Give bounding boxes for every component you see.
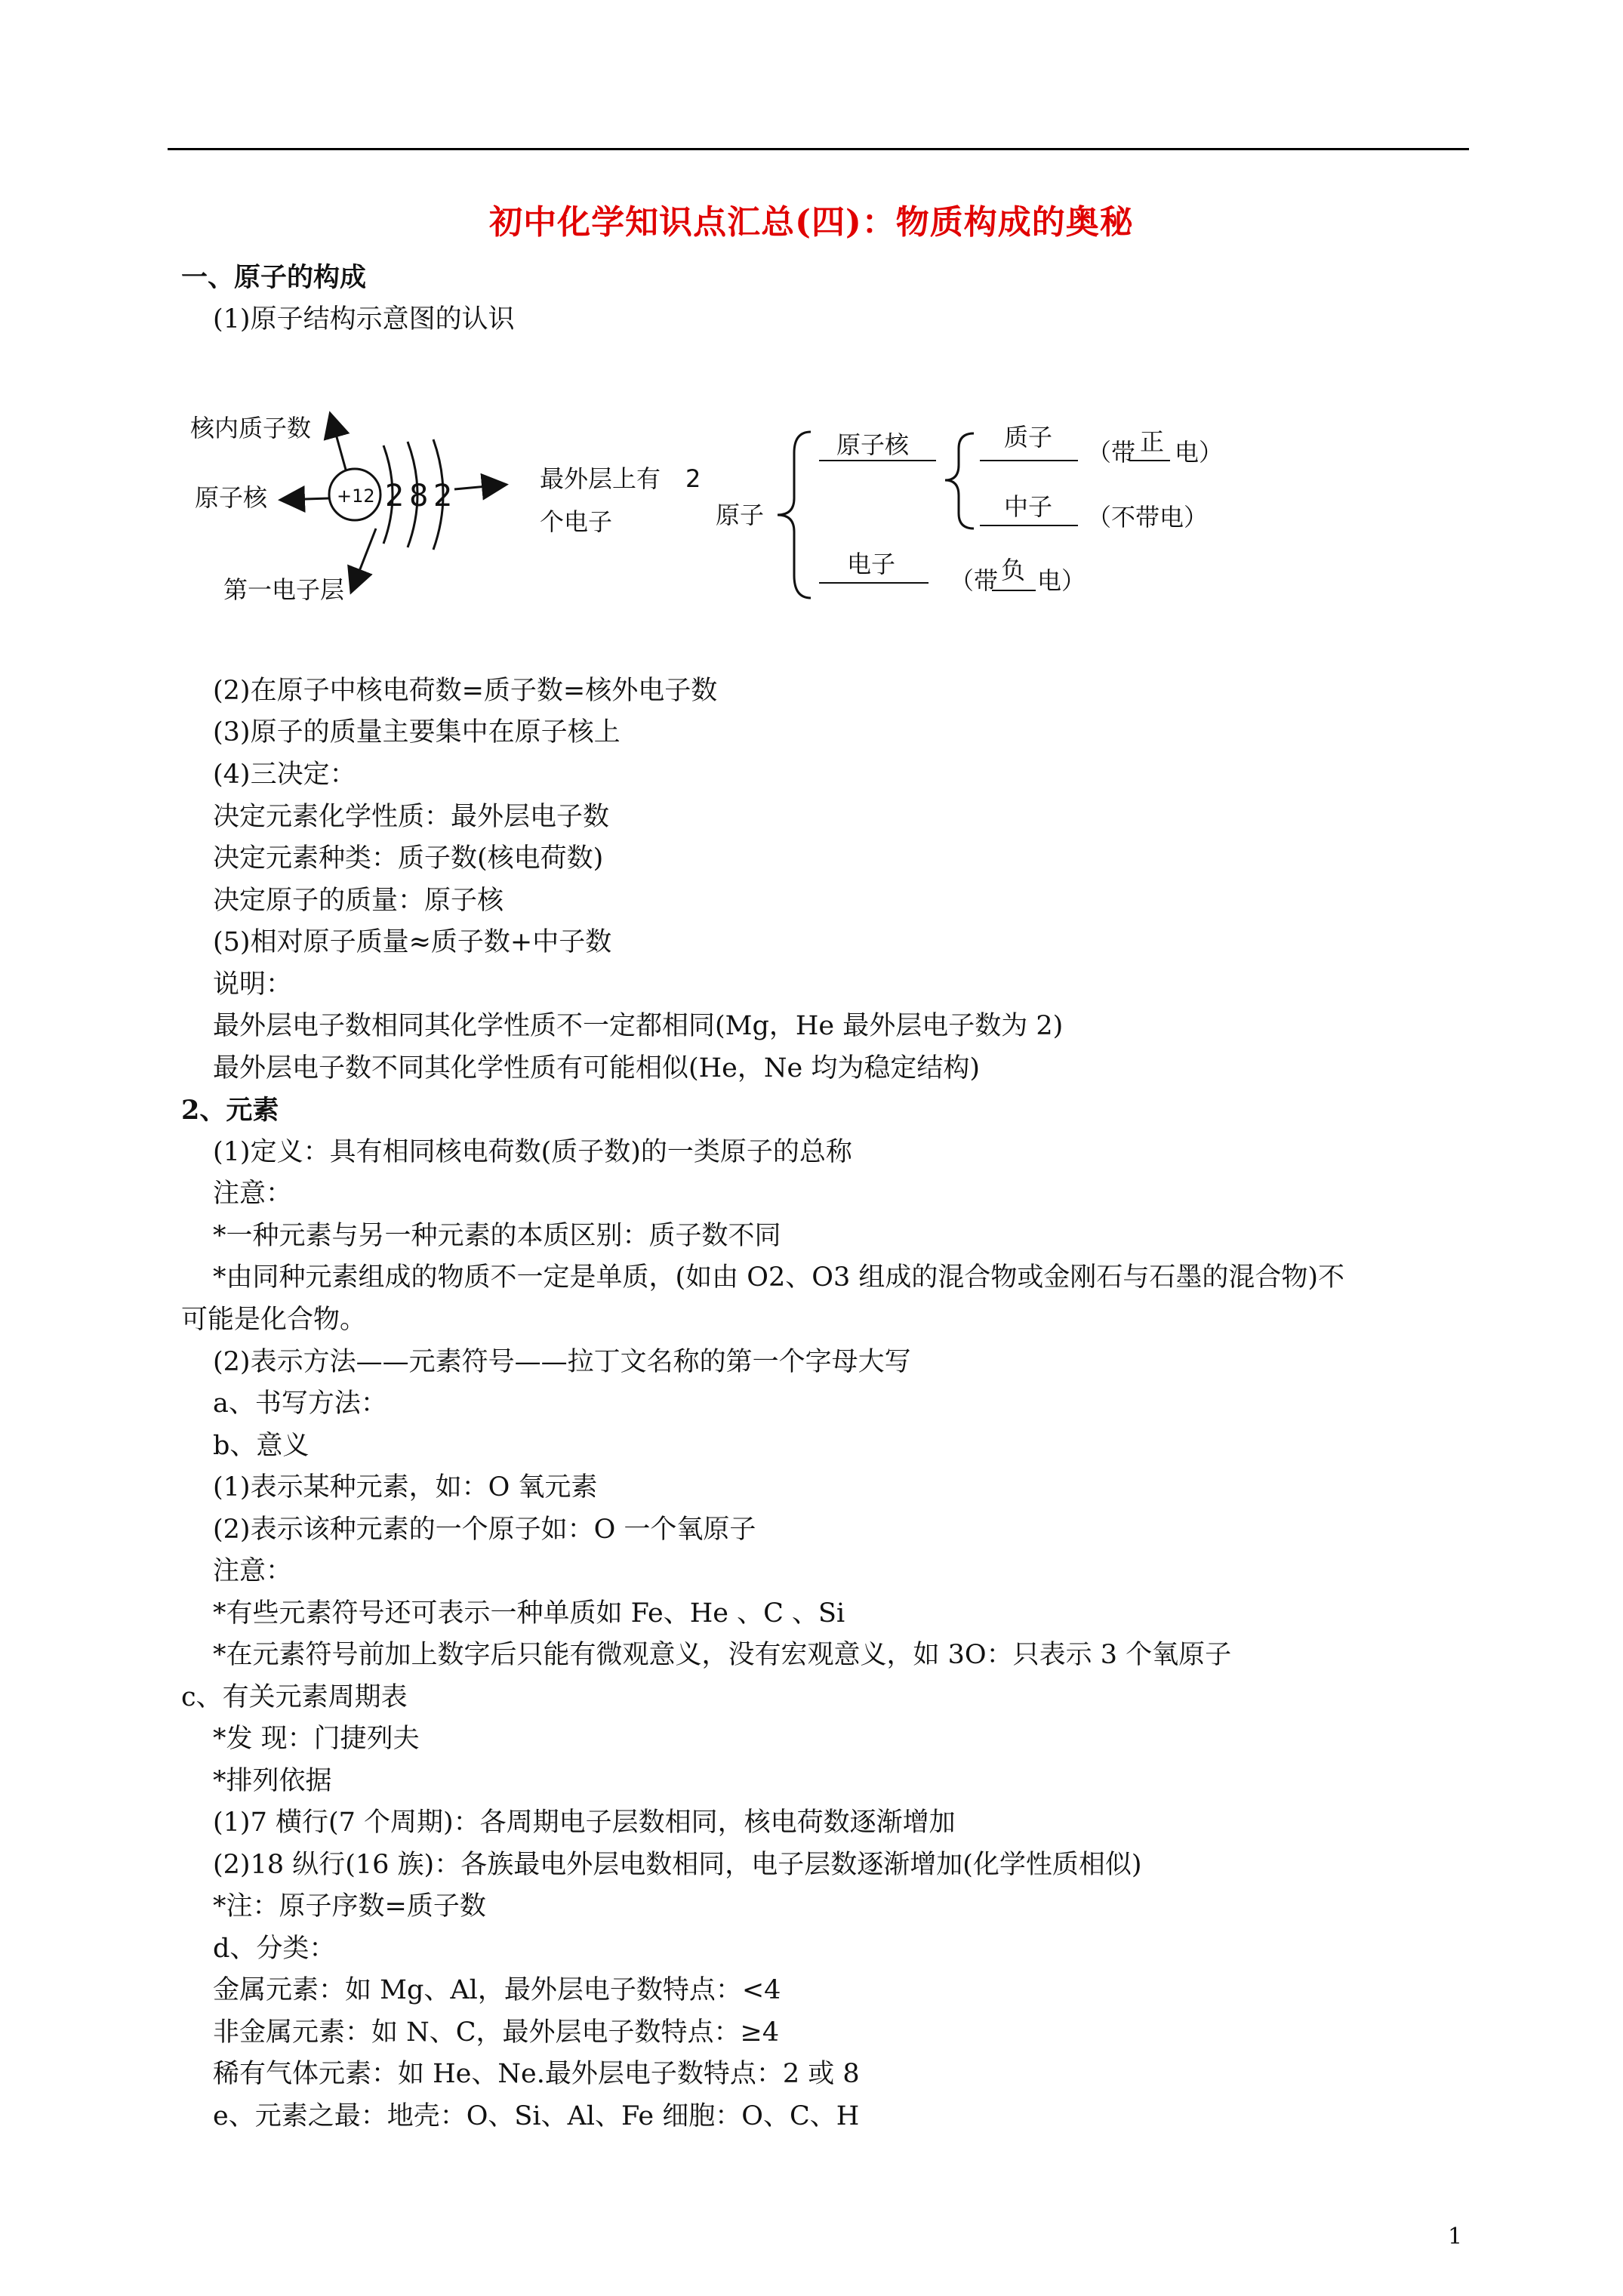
paragraph: (2)表示该种元素的一个原子如：O 一个氧原子 [213,1515,756,1545]
paragraph: e、元素之最：地壳：O、Si、Al、Fe 细胞：O、C、H [213,2101,860,2131]
paragraph: 非金属元素：如 N、C，最外层电子数特点：≥4 [213,2017,780,2048]
electron-charge-value: 负 [1001,556,1026,584]
electron-charge-suffix: 电） [1037,566,1086,595]
top-rule [168,148,1469,150]
paragraph: (2)18 纵行(16 族)：各族最电外层电数相同，电子层数逐渐增加(化学性质相似) [213,1850,1142,1880]
paragraph: c、有关元素周期表 [181,1682,408,1712]
arrow-to-shell-label [352,529,376,590]
label-proton-count: 核内质子数 [190,414,312,442]
paragraph: b、意义 [213,1431,310,1461]
shell-3-count: 2 [433,479,453,513]
electron-label: 电子 [847,550,896,578]
section-heading-atom: 一、原子的构成 [181,262,367,293]
paragraph: (2)在原子中核电荷数=质子数=核外电子数 [213,676,718,706]
paragraph: *由同种元素组成的物质不一定是单质，(如由 O2、O3 组成的混合物或金刚石与石墨的混合物)不 [213,1262,1344,1293]
page-title: 初中化学知识点汇总(四)：物质构成的奥秘 [489,203,1134,242]
paragraph: (5)相对原子质量≈质子数+中子数 [213,927,612,957]
nucleus-brace [945,433,974,529]
paragraph: d、分类： [213,1934,336,1964]
shell-2-count: 8 [409,479,429,513]
neutron-charge: （不带电） [1087,503,1209,532]
atom-structure-diagram [181,385,1268,627]
paragraph: *有些元素符号还可表示一种单质如 Fe、He 、C 、Si [213,1598,845,1629]
paragraph: 最外层电子数不同其化学性质有可能相似(He，Ne 均为稳定结构) [213,1053,981,1083]
paragraph: a、书写方法： [213,1388,387,1419]
neutron-label: 中子 [1004,492,1053,521]
outer-shell-text: 最外层上有 [540,464,661,493]
proton-charge-suffix: 电） [1175,438,1224,467]
electron-charge-prefix: （带 [950,566,999,595]
nucleus-label: 原子核 [836,430,910,459]
paragraph: 说明： [213,969,293,1000]
paragraph: 决定元素化学性质：最外层电子数 [213,802,610,832]
label-nucleus: 原子核 [195,483,268,512]
atom-label: 原子 [716,501,765,529]
proton-charge-prefix: （带 [1087,438,1136,467]
label-first-shell: 第一电子层 [223,575,345,604]
nucleus-charge: +12 [337,485,375,507]
paragraph: *一种元素与另一种元素的本质区别：质子数不同 [213,1221,781,1251]
paragraph: *在元素符号前加上数字后只能有微观意义，没有宏观意义，如 3O：只表示 3 个氧原子 [213,1640,1232,1670]
paragraph: *注：原子序数=质子数 [213,1891,486,1922]
paragraph: (1)定义：具有相同核电荷数(质子数)的一类原子的总称 [213,1137,852,1167]
paragraph: 可能是化合物。 [181,1305,367,1335]
outer-shell-value: 2 [685,464,701,493]
paragraph: (2)表示方法——元素符号——拉丁文名称的第一个字母大写 [213,1347,911,1377]
arrow-to-outer-shell [454,485,504,489]
paragraph: 注意： [213,1179,293,1209]
paragraph: *排列依据 [213,1766,332,1796]
proton-label: 质子 [1004,423,1053,451]
paragraph: 决定原子的质量：原子核 [213,886,504,916]
paragraph: 最外层电子数相同其化学性质不一定都相同(Mg，He 最外层电子数为 2) [213,1011,1064,1041]
paragraph: (3)原子的质量主要集中在原子核上 [213,717,621,747]
outer-shell-text-2: 个电子 [540,507,613,536]
paragraph: *发 现：门捷列夫 [213,1724,420,1754]
paragraph: 决定元素种类：质子数(核电荷数) [213,843,604,874]
paragraph: 金属元素：如 Mg、Al，最外层电子数特点：<4 [213,1975,781,2005]
shell-1-count: 2 [385,479,405,513]
paragraph: (1)表示某种元素，如：O 氧元素 [213,1472,598,1502]
arrow-to-proton-label [331,415,346,470]
paragraph: (1)原子结构示意图的认识 [213,304,515,334]
section-heading-element: 2、元素 [181,1095,279,1126]
page-number: 1 [1448,2224,1463,2250]
paragraph: (1)7 横行(7 个周期)：各周期电子层数相同，核电荷数逐渐增加 [213,1808,956,1838]
paragraph: (4)三决定： [213,760,356,790]
proton-charge-value: 正 [1140,427,1165,456]
arrow-to-nucleus-label [282,498,329,500]
paragraph: 注意： [213,1556,293,1586]
paragraph: 稀有气体元素：如 He、Ne.最外层电子数特点：2 或 8 [213,2059,860,2089]
atom-brace [778,432,811,598]
